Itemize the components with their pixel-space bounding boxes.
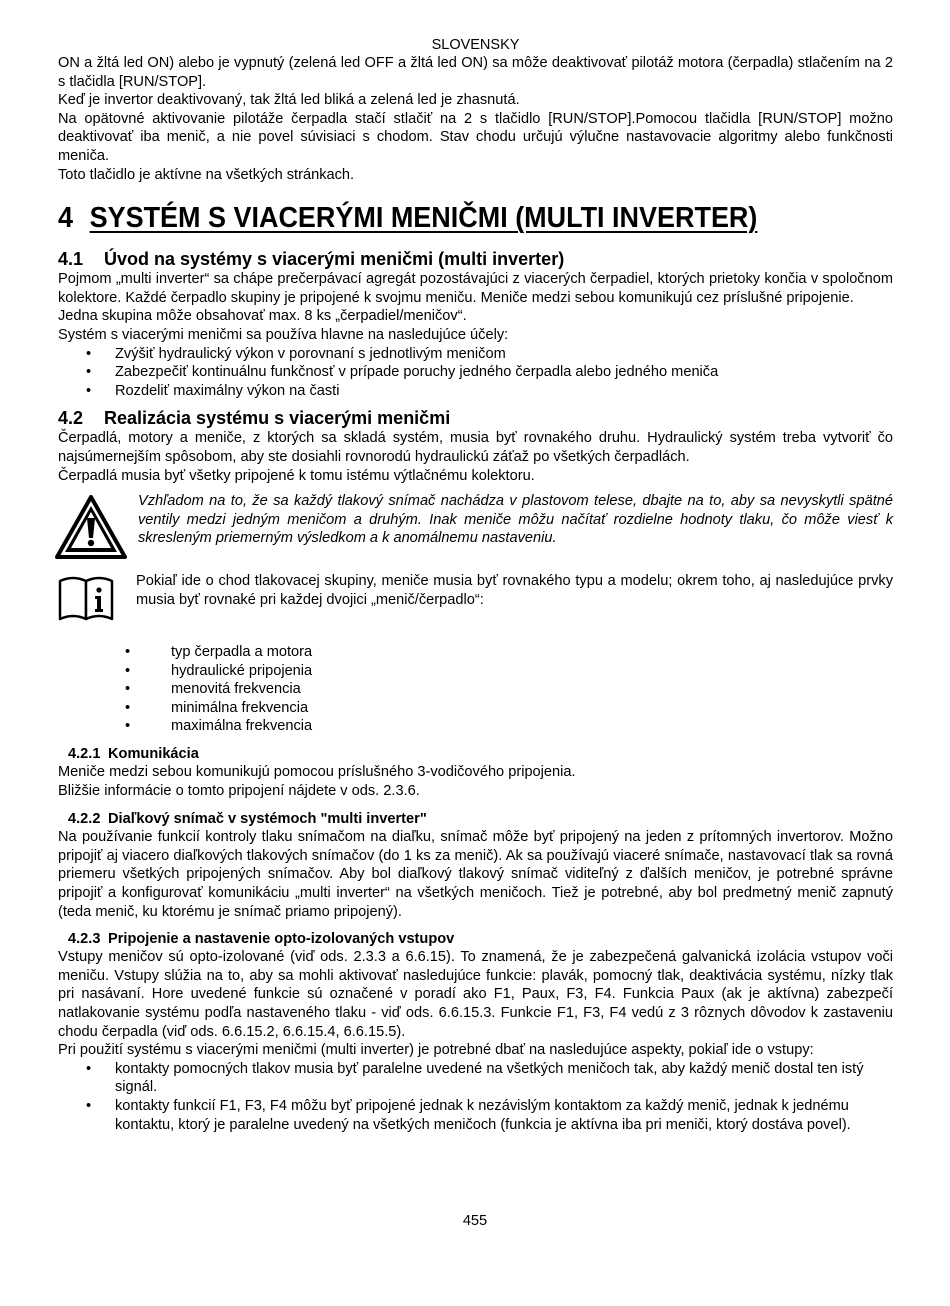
subsection-number: 4.2.1 — [68, 746, 101, 763]
list-item: • kontakty pomocných tlakov musia byť paralelne uvedené na všetkých meničoch tak, aby každý menič dostal ten istý signál. — [58, 1060, 893, 1097]
subsection-title: Diaľkový snímač v systémoch "multi inverter" — [108, 811, 427, 828]
list-item: • kontakty funkcií F1, F3, F4 môžu byť pripojené jednak k nezávislým kontaktom za každý menič, jednak k jednému kontaktu, ktorý je paralelne uvedený na všetkých meničoch (funkcia je aktívna iba pri meniči, ktorý dostáva povel). — [58, 1097, 893, 1134]
paragraph: Bližšie informácie o tomto pripojení nájdete v ods. 2.3.6. — [58, 782, 420, 799]
intro-paragraph: Toto tlačidlo je aktívne na všetkých stránkach. — [58, 166, 355, 183]
subsection-heading-4-2-2 — [68, 810, 893, 828]
bullet-list — [58, 345, 893, 401]
list-item: • Zvýšiť hydraulický výkon v porovnaní s jednotlivým meničom — [58, 345, 893, 364]
document-page — [58, 36, 893, 1134]
paragraph: Čerpadlá, motory a meniče, z ktorých sa skladá systém, musia byť rovnakého druhu. Hydraulický systém treba vytvoriť čo najsúmernejším spôsobom, aby ste dosiahli rovnorodú hydraulickú záťaž po všetkých čerpadlách. — [58, 430, 893, 465]
subsection-number: 4.2.2 — [68, 811, 101, 828]
manual-info-icon — [56, 573, 118, 623]
paragraph: Pri použití systému s viacerými meničmi (multi inverter) je potrebné dbať na nasledujúce aspekty, pokiaľ ide o vstupy: — [58, 1042, 814, 1059]
intro-paragraph: Keď je invertor deaktivovaný, tak žltá led bliká a zelená led je zhasnutá. — [58, 92, 520, 109]
list-item: • maximálna frekvencia — [58, 717, 893, 736]
subsection-heading-4-2-1 — [68, 745, 893, 763]
list-item: • hydraulické pripojenia — [58, 662, 893, 681]
info-text: Pokiaľ ide o chod tlakovacej skupiny, meniče musia byť rovnakého typu a modelu; okrem toho, aj nasledujúce prvky musia byť rovnaké pri každej dvojici „menič/čerpadlo“: — [136, 573, 893, 608]
paragraph: Systém s viacerými meničmi sa používa hlavne na nasledujúce účely: — [58, 326, 509, 343]
warning-triangle-icon — [54, 494, 128, 560]
section-heading-4-2 — [58, 408, 893, 428]
section-number: 4.2 — [58, 408, 84, 429]
section-title: Realizácia systému s viacerými meničmi — [104, 408, 451, 429]
list-item: • menovitá frekvencia — [58, 680, 893, 699]
section-number: 4.1 — [58, 249, 84, 270]
chapter-heading — [58, 201, 835, 235]
info-notice — [58, 571, 893, 623]
warning-notice — [58, 492, 893, 560]
intro-section — [58, 54, 893, 184]
paragraph: Jedna skupina môže obsahovať max. 8 ks „čerpadiel/meničov“. — [58, 308, 467, 325]
subsection-title: Pripojenie a nastavenie opto-izolovaných vstupov — [108, 931, 455, 948]
list-item: • Rozdeliť maximálny výkon na časti — [58, 382, 893, 401]
page-number: 455 — [462, 1213, 488, 1229]
paragraph: Na používanie funkcií kontroly tlaku snímačom na diaľku, snímač môže byť pripojený na jeden z prítomných invertorov. Možno pripojiť aj viacero diaľkových tlakových snímačov (do 1 ks za menič). Ak sa používajú viaceré snímače, nastavovací tlak sa rovná priemeru všetkých pripojených snímačov. Aby bol diaľkový tlakový snímač viditeľný z ďalších meničov, je potrebné správne pripojiť a konfigurovať komunikáciu „multi inverter“ na všetkých meničoch. Tiež je potrebné, aby bol predmetný menič zapnutý (teda menič, ku ktorému je snímač priamo pripojený). — [58, 829, 893, 920]
paragraph: Pojmom „multi inverter“ sa chápe prečerpávací agregát pozostávajúci z viacerých čerpadiel, ktorých prietoky končia v spoločnom kolektore. Každé čerpadlo skupiny je pripojené k svojmu meniču. Meniče medzi sebou komunikujú cez príslušné pripojenie. — [58, 271, 893, 306]
subsection-heading-4-2-3 — [68, 930, 893, 948]
chapter-title: SYSTÉM S VIACERÝMI MENIČMI (MULTI INVERTER) — [89, 202, 758, 235]
paragraph: Vstupy meničov sú opto-izolované (viď ods. 2.3.3 a 6.6.15). To znamená, že je zabezpečená galvanická izolácia vstupov voči meniču. Vstupy slúžia na to, aby sa mohli aktivovať nasledujúce funkcie: plavák, pomocný tlak, deaktivácia systému, nízky tlak pri nasávaní. Hore uvedené funkcie sú označené v poradí ako F1, Paux, F3, F4. Funkcia Paux (ak je aktívna) zabezpečí natlakovanie systému podľa nastaveného tlaku - viď ods. 6.6.15.3. Funkcie F1, F3, F4 vedú z 3 rôznych dôvodov k zastaveniu chodu čerpadla (viď ods. 6.6.15.2, 6.6.15.4, 6.6.15.5). — [58, 949, 893, 1040]
bullet-list — [58, 1060, 893, 1134]
list-item: • typ čerpadla a motora — [58, 643, 893, 662]
warning-text: Vzhľadom na to, že sa každý tlakový snímač nachádza v plastovom telese, dbajte na to, aby sa nevyskytli spätné ventily medzi jedným meničom a druhým. Inak meniče môžu načítať rozdielne hodnoty tlaku, čo môže viesť k skresleným priemerným výsledkom a k anomálnemu nastaveniu. — [138, 493, 893, 547]
subsection-number: 4.2.3 — [68, 931, 101, 948]
subsection-title: Komunikácia — [108, 746, 199, 763]
paragraph: Čerpadlá musia byť všetky pripojené k tomu istému výtlačnému kolektoru. — [58, 467, 535, 484]
list-item: • minimálna frekvencia — [58, 699, 893, 718]
header-language: SLOVENSKY — [431, 37, 520, 53]
chapter-number: 4 — [58, 202, 74, 235]
section-heading-4-1 — [58, 249, 893, 269]
section-title: Úvod na systémy s viacerými meničmi (multi inverter) — [104, 249, 565, 270]
intro-paragraph: Na opätovné aktivovanie pilotáže čerpadla stačí stlačiť na 2 s tlačidlo [RUN/STOP].Pomocou tlačidla [RUN/STOP] možno deaktivovať iba menič, a nie povel súvisiaci s chodom. Stav chodu určujú výlučne nastavovacie algoritmy alebo funkčnosti meniča. — [58, 110, 893, 164]
intro-paragraph: ON a žltá led ON) alebo je vypnutý (zelená led OFF a žltá led ON) sa môže deaktivovať pilotáž motora (čerpadla) stlačením na 2 s tlačidla [RUN/STOP]. — [58, 55, 893, 90]
bullet-list — [58, 643, 893, 736]
paragraph: Meniče medzi sebou komunikujú pomocou príslušného 3-vodičového pripojenia. — [58, 764, 576, 781]
list-item: • Zabezpečiť kontinuálnu funkčnosť v prípade poruchy jedného čerpadla alebo jedného meniča — [58, 363, 893, 382]
